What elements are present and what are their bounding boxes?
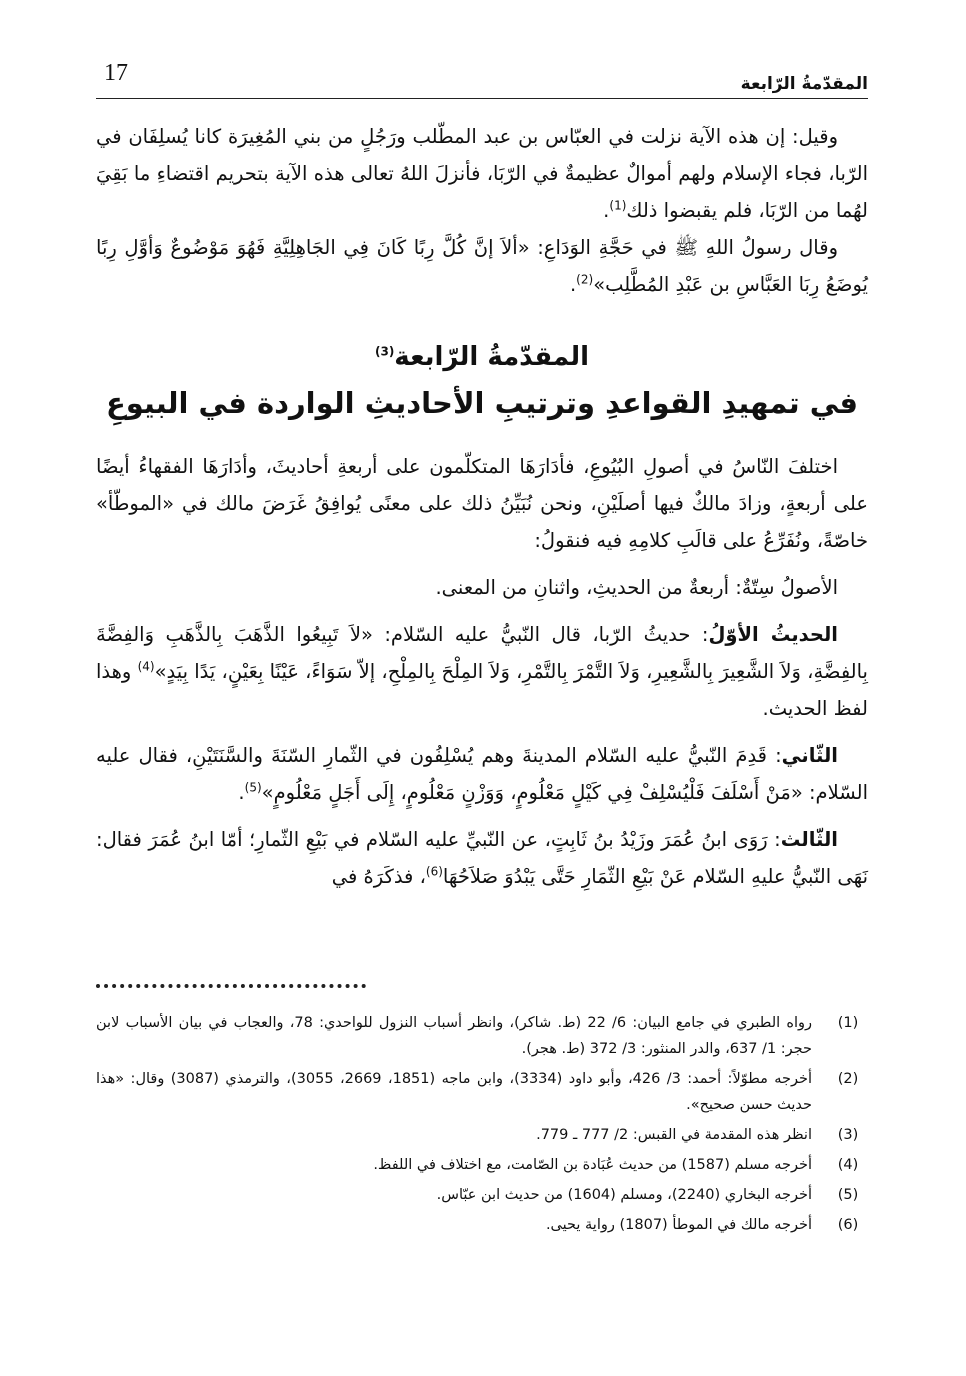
footnote-ref-1: (1): [609, 198, 627, 213]
footnote-ref-2: (2): [576, 272, 594, 287]
footnotes: [96, 1010, 868, 1242]
footnote-item: [96, 1152, 868, 1178]
running-header: [96, 58, 868, 99]
footnote-text: أخرجه مسلم (1587) من حديث عُبَادة بن الصّامت، مع اختلاف في اللفظ.: [373, 1157, 812, 1173]
footnote-separator: [96, 978, 366, 988]
footnote-ref-4: (4): [137, 659, 155, 674]
hadith-2-paragraph: الثّاني: قَدِمَ النّبيُّ عليه السّلام المدينةَ وهم يُسْلِفُون في الثّمارِ السّنَةَ والسَّنَتَيْنِ، فقال عليه السّلام: «مَنْ أَسْلَفَ فَلْيُسْلِفْ فِي كَيْلٍ مَعْلُومٍ، وَوَزْنٍ مَعْلُومٍ، إِلَى أَجَلٍ مَعْلُومٍ»$^{(5)}$.: [96, 744, 868, 804]
footnote-text: رواه الطبري في جامع البيان: 6/ 22 (ط. شاكر)، وانظر أسباب النزول للواحدي: 78، والعجاب في بيان الأسباب لابن حجر: 1/ 637، والدر المنثور: 3/ 372 (ط. هجر).: [96, 1015, 812, 1057]
footnote-item: [96, 1182, 868, 1208]
footnote-ref-3: (3): [374, 344, 395, 359]
footnote-number: (3): [837, 1127, 859, 1143]
footnote-number: (5): [837, 1187, 859, 1203]
footnote-text: أخرجه مالك في الموطأ (1807) رواية يحيى.: [545, 1217, 812, 1233]
hadith-1-paragraph: الحديثُ الأوّلُ: حديثُ الرّبا، قال النّبيُّ عليه السّلام: «لاَ تَبِيعُوا الذَّهَبَ بِالذَّهَبِ وَالفِضَّةَ بِالفِضَّةِ، وَلاَ الشَّعِيرَ بِالشَّعِيرِ، وَلاَ التَّمْرَ بِالتَّمْرِ، وَلاَ المِلْحَ بِالمِلْحِ، إلاّ سَوَاءً، عَيْنًا بِعَيْنٍ، يَدًا بِيَدٍ»$^{(4)}$ وهذا لفظ الحديث.: [96, 623, 868, 720]
running-title: المقدّمةُ الرّابعة: [740, 74, 868, 94]
footnote-number: (6): [837, 1217, 859, 1233]
main-paragraph-1: اختلفَ النّاسُ في أصولِ البُيُوعِ، فأدَارَهَا المتكلّمون على أربعةِ أحاديثَ، وأدَارَهَا الفقهاءُ أيضًا على أربعةٍ، وزادَ مالكٌ فيها أصلَيْنِ، ونحن نُبَيِّنُ ذلك على معنًى يُوافِقُ غَرَضَ مالك في «الموطّأ» خاصّةً، ونُفَرِّعُ على قالَبِ كلامِهِ فيه فنقولُ:: [96, 455, 868, 552]
section-title: المقدّمةُ الرّابعة$^{(3)}$: [374, 342, 590, 372]
main-paragraph-2: الأصولُ سِتّةٌ: أربعةٌ من الحديثِ، واثنانِ من المعنى.: [435, 576, 838, 599]
footnote-number: (2): [837, 1071, 859, 1087]
footnote-text: أخرجه مطوّلاً: أحمد: 3/ 426، وأبو داود (3334)، وابن ماجه (1851، 2669، 3055)، والترمذي (3087) وقال: «هذا حديث حسن صحيح».: [96, 1071, 812, 1113]
footnote-item: [96, 1066, 868, 1118]
intro-text: [96, 118, 868, 303]
footnote-item: [96, 1122, 868, 1148]
footnote-item: [96, 1212, 868, 1238]
hadith-2-label: الثّاني: [781, 744, 838, 767]
hadith-3-paragraph: الثّالث: رَوَى ابنُ عُمَرَ وزَيْدُ بنُ ثَابِتٍ، عن النّبيِّ عليه السّلام في بَيْعِ الثّمارِ؛ أمّا ابنُ عُمَرَ فقال: نَهَى النّبيُّ عليهِ السّلام عَنْ بَيْعِ الثّمَارِ حَتَّى يَبْدُوَ صَلاَحُهَا$^{(6)}$، فذكَرَهُ في: [96, 828, 868, 888]
footnote-number: (4): [837, 1157, 859, 1173]
footnote-ref-5: (5): [244, 780, 262, 795]
section-subtitle: في تمهيدِ القواعدِ وترتيبِ الأحاديثِ الواردة في البيوعِ: [105, 386, 859, 420]
hadith-3-label: الثّالث: [780, 828, 838, 851]
footnote-text: أخرجه البخاري (2240)، ومسلم (1604) من حديث ابن عبّاس.: [436, 1187, 812, 1203]
intro-paragraph-2: وقال رسولُ اللهِ ﷺ في حَجَّةِ الوَدَاعِ: «ألاَ إنَّ كُلَّ رِبًا كَانَ فِي الجَاهِلِيَّةِ فَهُوَ مَوْضُوعٌ وَأوَّلِ رِبًا يُوضَعُ رِبَا العَبَّاسِ بن عَبْدِ المُطَّلِب»$^{(2)}$.: [96, 236, 868, 296]
footnote-text: انظر هذه المقدمة في القبس: 2/ 777 ـ 779.: [536, 1127, 812, 1143]
main-text: [96, 448, 868, 895]
intro-paragraph-1: وقيل: إن هذه الآية نزلت في العبّاس بن عبد المطّلب ورَجُلٍ من بني المُغِيرَة كانا يُسلِفَان في الرّبا، فجاء الإسلام ولهم أموالٌ عظيمةٌ في الرّبَا، فأنزلَ اللهُ تعالى هذه الآية بتحريم اقتضاءِ ما بَقِيَ لهُما من الرّبَا، فلم يقبضوا ذلك$^{(1)}$.: [96, 125, 868, 222]
hadith-1-label: الحديثُ الأوّلُ: [708, 623, 838, 646]
footnote-number: (1): [837, 1015, 859, 1031]
footnote-ref-6: (6): [425, 864, 443, 879]
footnote-item: [96, 1010, 868, 1062]
page-number: 17: [104, 60, 128, 86]
